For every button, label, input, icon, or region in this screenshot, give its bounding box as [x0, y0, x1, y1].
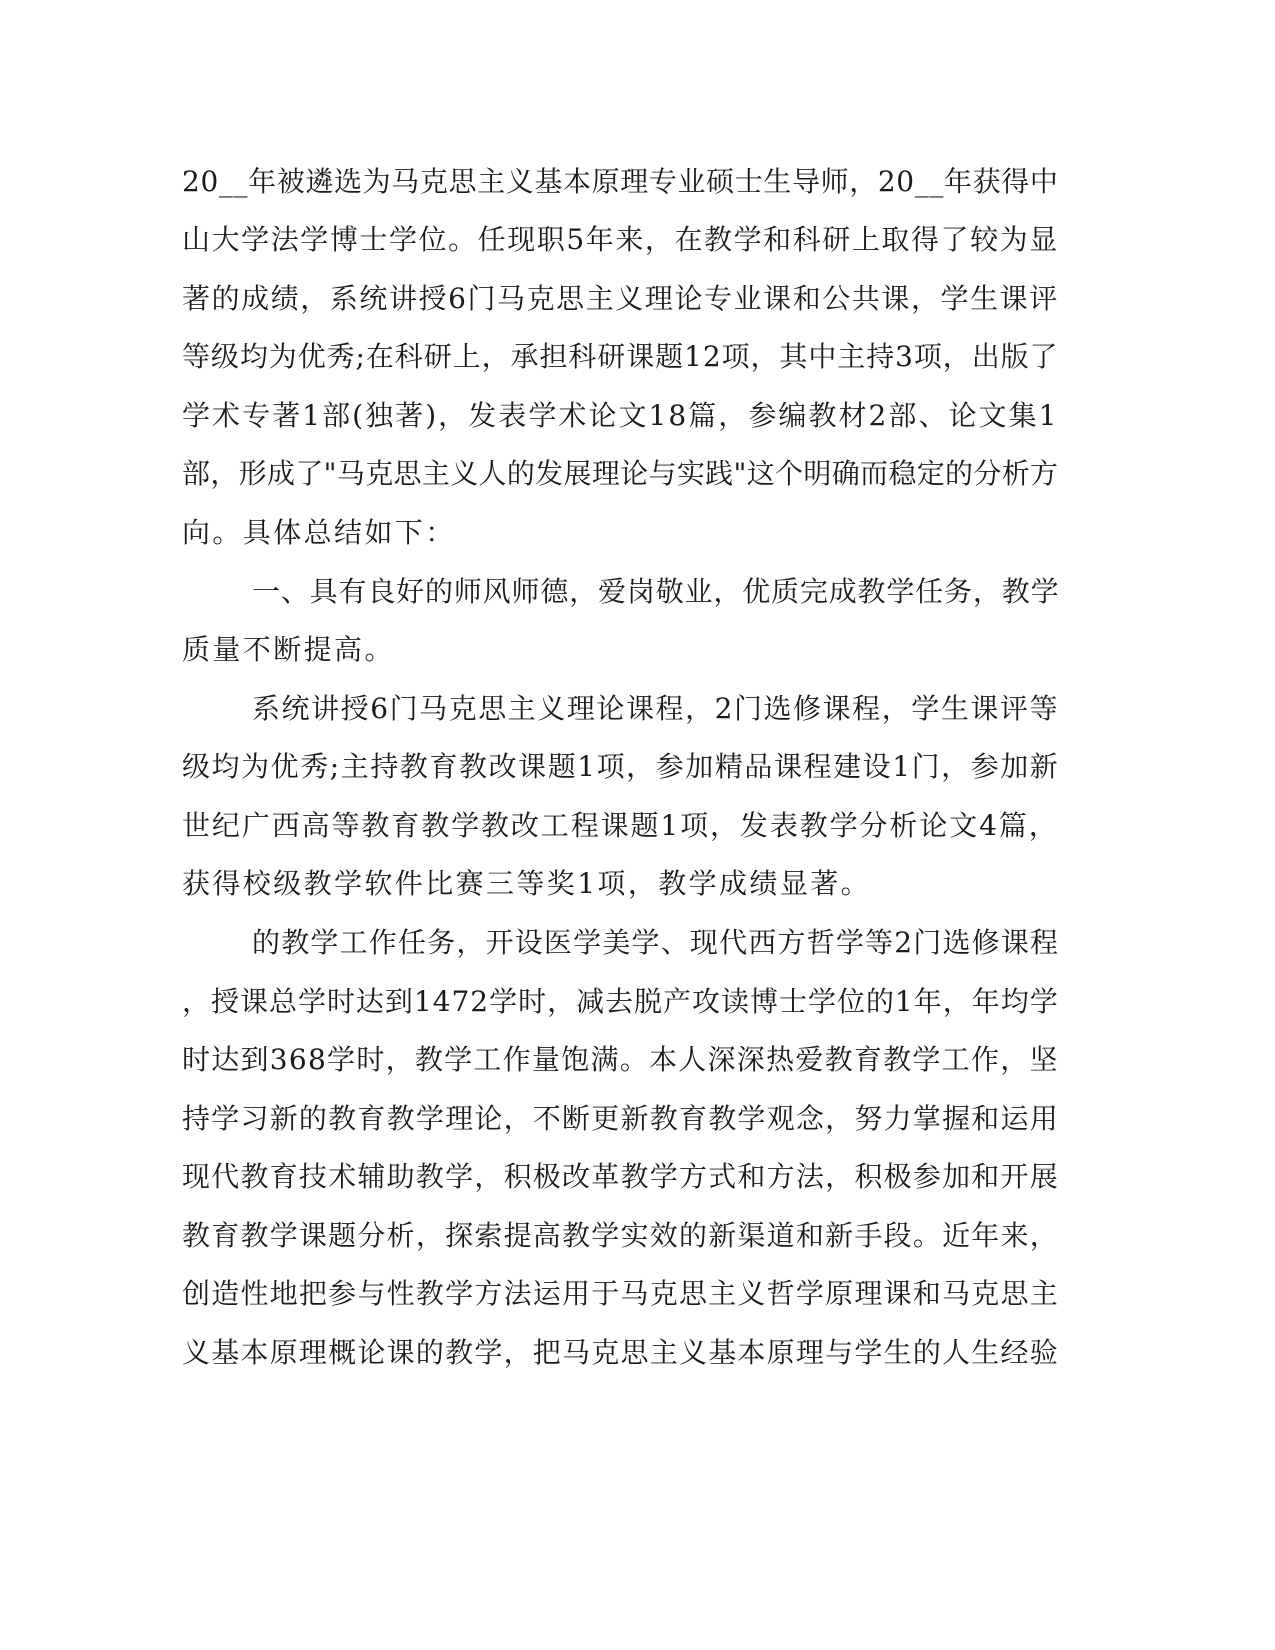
- text-line: 著的成绩，系统讲授6门马克思主义理论专业课和公共课，学生课评: [182, 282, 1059, 315]
- text-line: 持学习新的教育教学理论，不断更新教育教学观念，努力掌握和运用: [182, 1102, 1060, 1135]
- text-line: 教育教学课题分析，探索提高教学实效的新渠道和新手段。近年来，: [182, 1219, 1060, 1252]
- text-line: 获得校级教学软件比赛三等奖1项，教学成绩显著。: [182, 867, 872, 900]
- text-line: 20__年被遴选为马克思主义基本原理专业硕士生导师，20__年获得中: [182, 165, 1059, 198]
- paragraph-first-line: 的教学工作任务，开设医学美学、现代西方哲学等2门选修课程: [252, 926, 1060, 959]
- text-line: 山大学法学博士学位。任现职5年来，在教学和科研上取得了较为显: [182, 223, 1059, 256]
- text-line: 向。具体总结如下：: [182, 516, 456, 549]
- text-line: 现代教育技术辅助教学，积极改革教学方式和方法，积极参加和开展: [182, 1160, 1060, 1193]
- text-line: 创造性地把参与性教学方法运用于马克思主义哲学原理课和马克思主: [182, 1277, 1060, 1310]
- paragraph-first-line: 系统讲授6门马克思主义理论课程，2门选修课程，学生课评等: [252, 692, 1060, 725]
- text-line: 世纪广西高等教育教学教改工程课题1项，发表教学分析论文4篇，: [182, 809, 1059, 842]
- text-line: 时达到368学时，教学工作量饱满。本人深深热爱教育教学工作，坚: [182, 1043, 1059, 1076]
- text-line: 义基本原理概论课的教学，把马克思主义基本原理与学生的人生经验: [182, 1336, 1060, 1369]
- text-line: 等级均为优秀;在科研上，承担科研课题12项，其中主持3项，出版了: [182, 340, 1059, 373]
- text-line: 级均为优秀;主持教育教改课题1项，参加精品课程建设1门，参加新: [182, 750, 1060, 783]
- text-line: 部，形成了"马克思主义人的发展理论与实践"这个明确而稳定的分析方: [182, 457, 1059, 490]
- text-line: 学术专著1部(独著)，发表学术论文18篇，参编教材2部、论文集1: [182, 399, 1059, 432]
- text-line: ，授课总学时达到1472学时，减去脱产攻读博士学位的1年，年均学: [182, 985, 1059, 1018]
- section-heading-line: 一、具有良好的师风师德，爱岗敬业，优质完成教学任务，教学: [252, 575, 1060, 608]
- section-heading-line: 质量不断提高。: [182, 633, 395, 666]
